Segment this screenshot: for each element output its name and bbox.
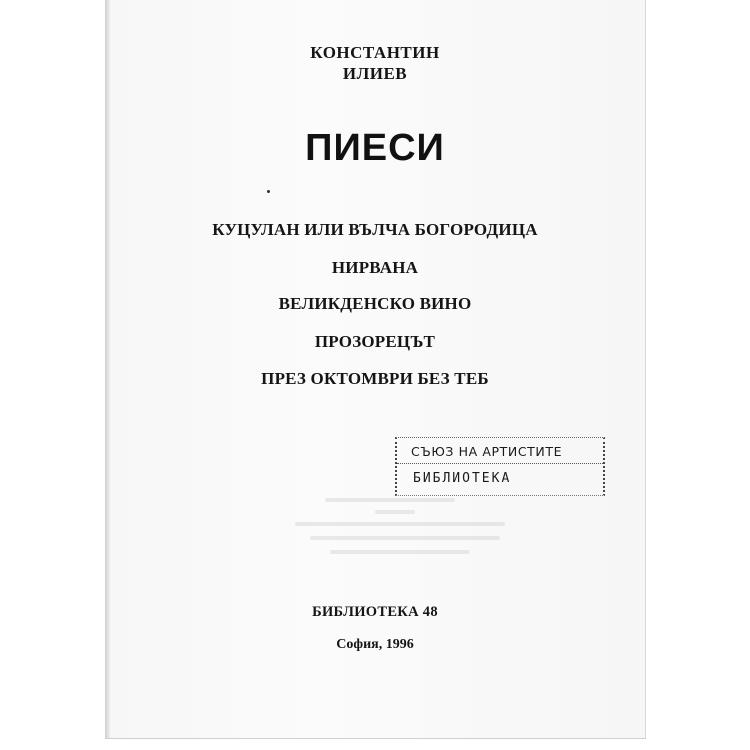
ink-speck	[267, 190, 270, 193]
library-stamp	[395, 437, 605, 496]
book-title: ПИЕСИ	[305, 127, 445, 169]
play-title-3: ВЕЛИКДЕНСКО ВИНО	[278, 294, 472, 313]
stamp-union-name: СЪЮЗ НА АРТИСТИТЕ	[411, 444, 563, 459]
play-title-2: НИРВАНА	[331, 258, 419, 277]
series-number: БИБЛИОТЕКА 48	[312, 604, 438, 620]
stamp-divider	[397, 463, 603, 464]
spine-shadow	[105, 0, 111, 738]
show-through-text	[285, 498, 515, 568]
play-title-5: ПРЕЗ ОКТОМВРИ БЕЗ ТЕБ	[261, 369, 489, 388]
publication-place-year: София, 1996	[336, 637, 414, 652]
author-last-name: ИЛИЕВ	[342, 64, 408, 83]
play-title-4: ПРОЗОРЕЦЪТ	[314, 332, 436, 351]
author-first-name: КОНСТАНТИН	[310, 43, 440, 62]
book-page	[105, 0, 646, 739]
stamp-library-label: БИБЛИОТЕКА	[413, 471, 512, 486]
play-title-1: КУЦУЛАН ИЛИ ВЪЛЧА БОГОРОДИЦА	[212, 220, 538, 239]
